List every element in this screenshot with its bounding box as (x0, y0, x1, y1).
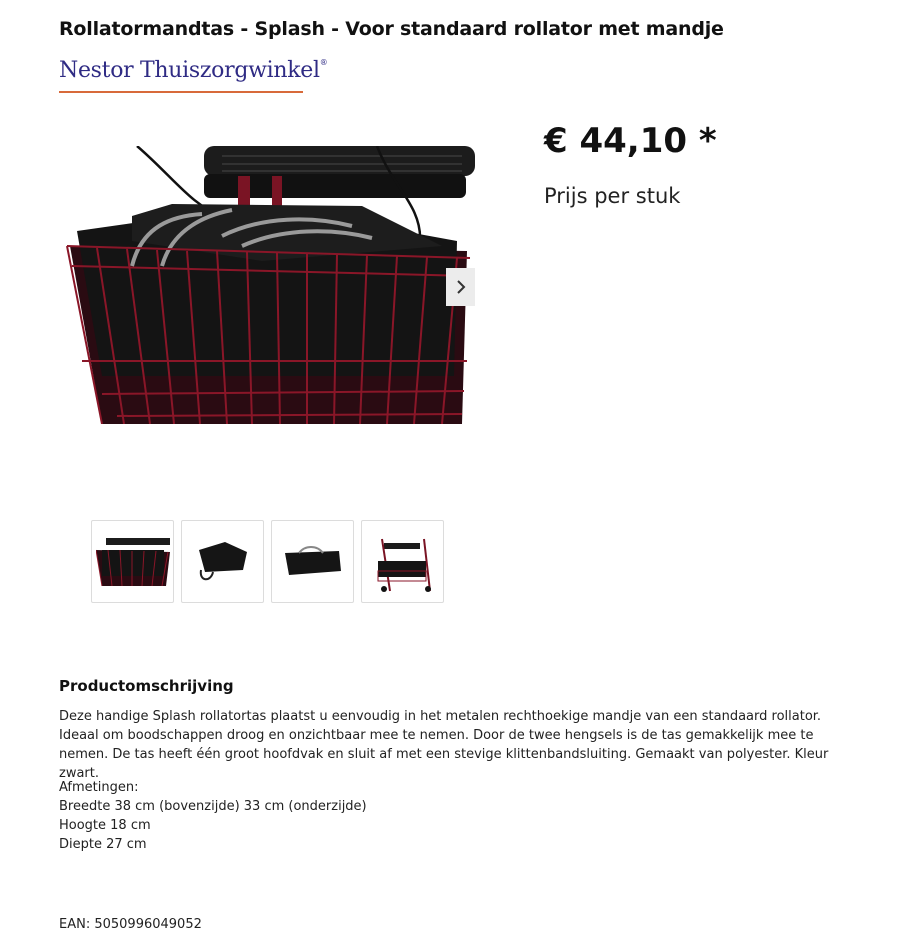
dimension-width: Breedte 38 cm (bovenzijde) 33 cm (onderzijde) (59, 799, 367, 814)
product-main-image[interactable] (62, 146, 475, 424)
price-unit-label: Prijs per stuk (544, 184, 681, 208)
thumbnail-4[interactable] (361, 520, 444, 603)
thumbnail-strip (91, 520, 444, 603)
product-title: Rollatormandtas - Splash - Voor standaard rollator met mandje (59, 18, 724, 40)
product-price: € 44,10 * (544, 121, 717, 161)
logo-underline (59, 91, 303, 93)
product-photo-basket-bag (62, 146, 475, 424)
thumbnail-image (195, 542, 251, 582)
chevron-right-icon (455, 279, 467, 295)
logo-registered-mark: ® (319, 58, 328, 67)
dimension-depth: Diepte 27 cm (59, 837, 147, 852)
logo-text: Nestor Thuiszorgwinkel (59, 58, 320, 83)
store-logo[interactable] (59, 58, 328, 98)
gallery-next-button[interactable] (446, 268, 475, 306)
thumbnail-image (370, 531, 436, 593)
thumbnail-2[interactable] (181, 520, 264, 603)
thumbnail-image (96, 538, 170, 586)
description-heading: Productomschrijving (59, 677, 234, 695)
thumbnail-3[interactable] (271, 520, 354, 603)
thumbnail-image (283, 545, 343, 579)
description-text: Deze handige Splash rollatortas plaatst u eenvoudig in het metalen rechthoekige mandje van een standaard rollator. Ideaal om boodschappen droog en onzichtbaar mee te nemen. Door de twee hengsels is de tas gemakkelijk mee te nemen. De tas heeft één groot hoofdvak en sluit af met een stevige klittenbandsluiting. Gemaakt van polyester. Kleur zwart. (59, 709, 829, 781)
dimensions-label: Afmetingen: (59, 780, 139, 795)
dimensions-block (59, 778, 367, 854)
ean-code: EAN: 5050996049052 (59, 917, 202, 932)
dimension-height: Hoogte 18 cm (59, 818, 151, 833)
thumbnail-1[interactable] (91, 520, 174, 603)
